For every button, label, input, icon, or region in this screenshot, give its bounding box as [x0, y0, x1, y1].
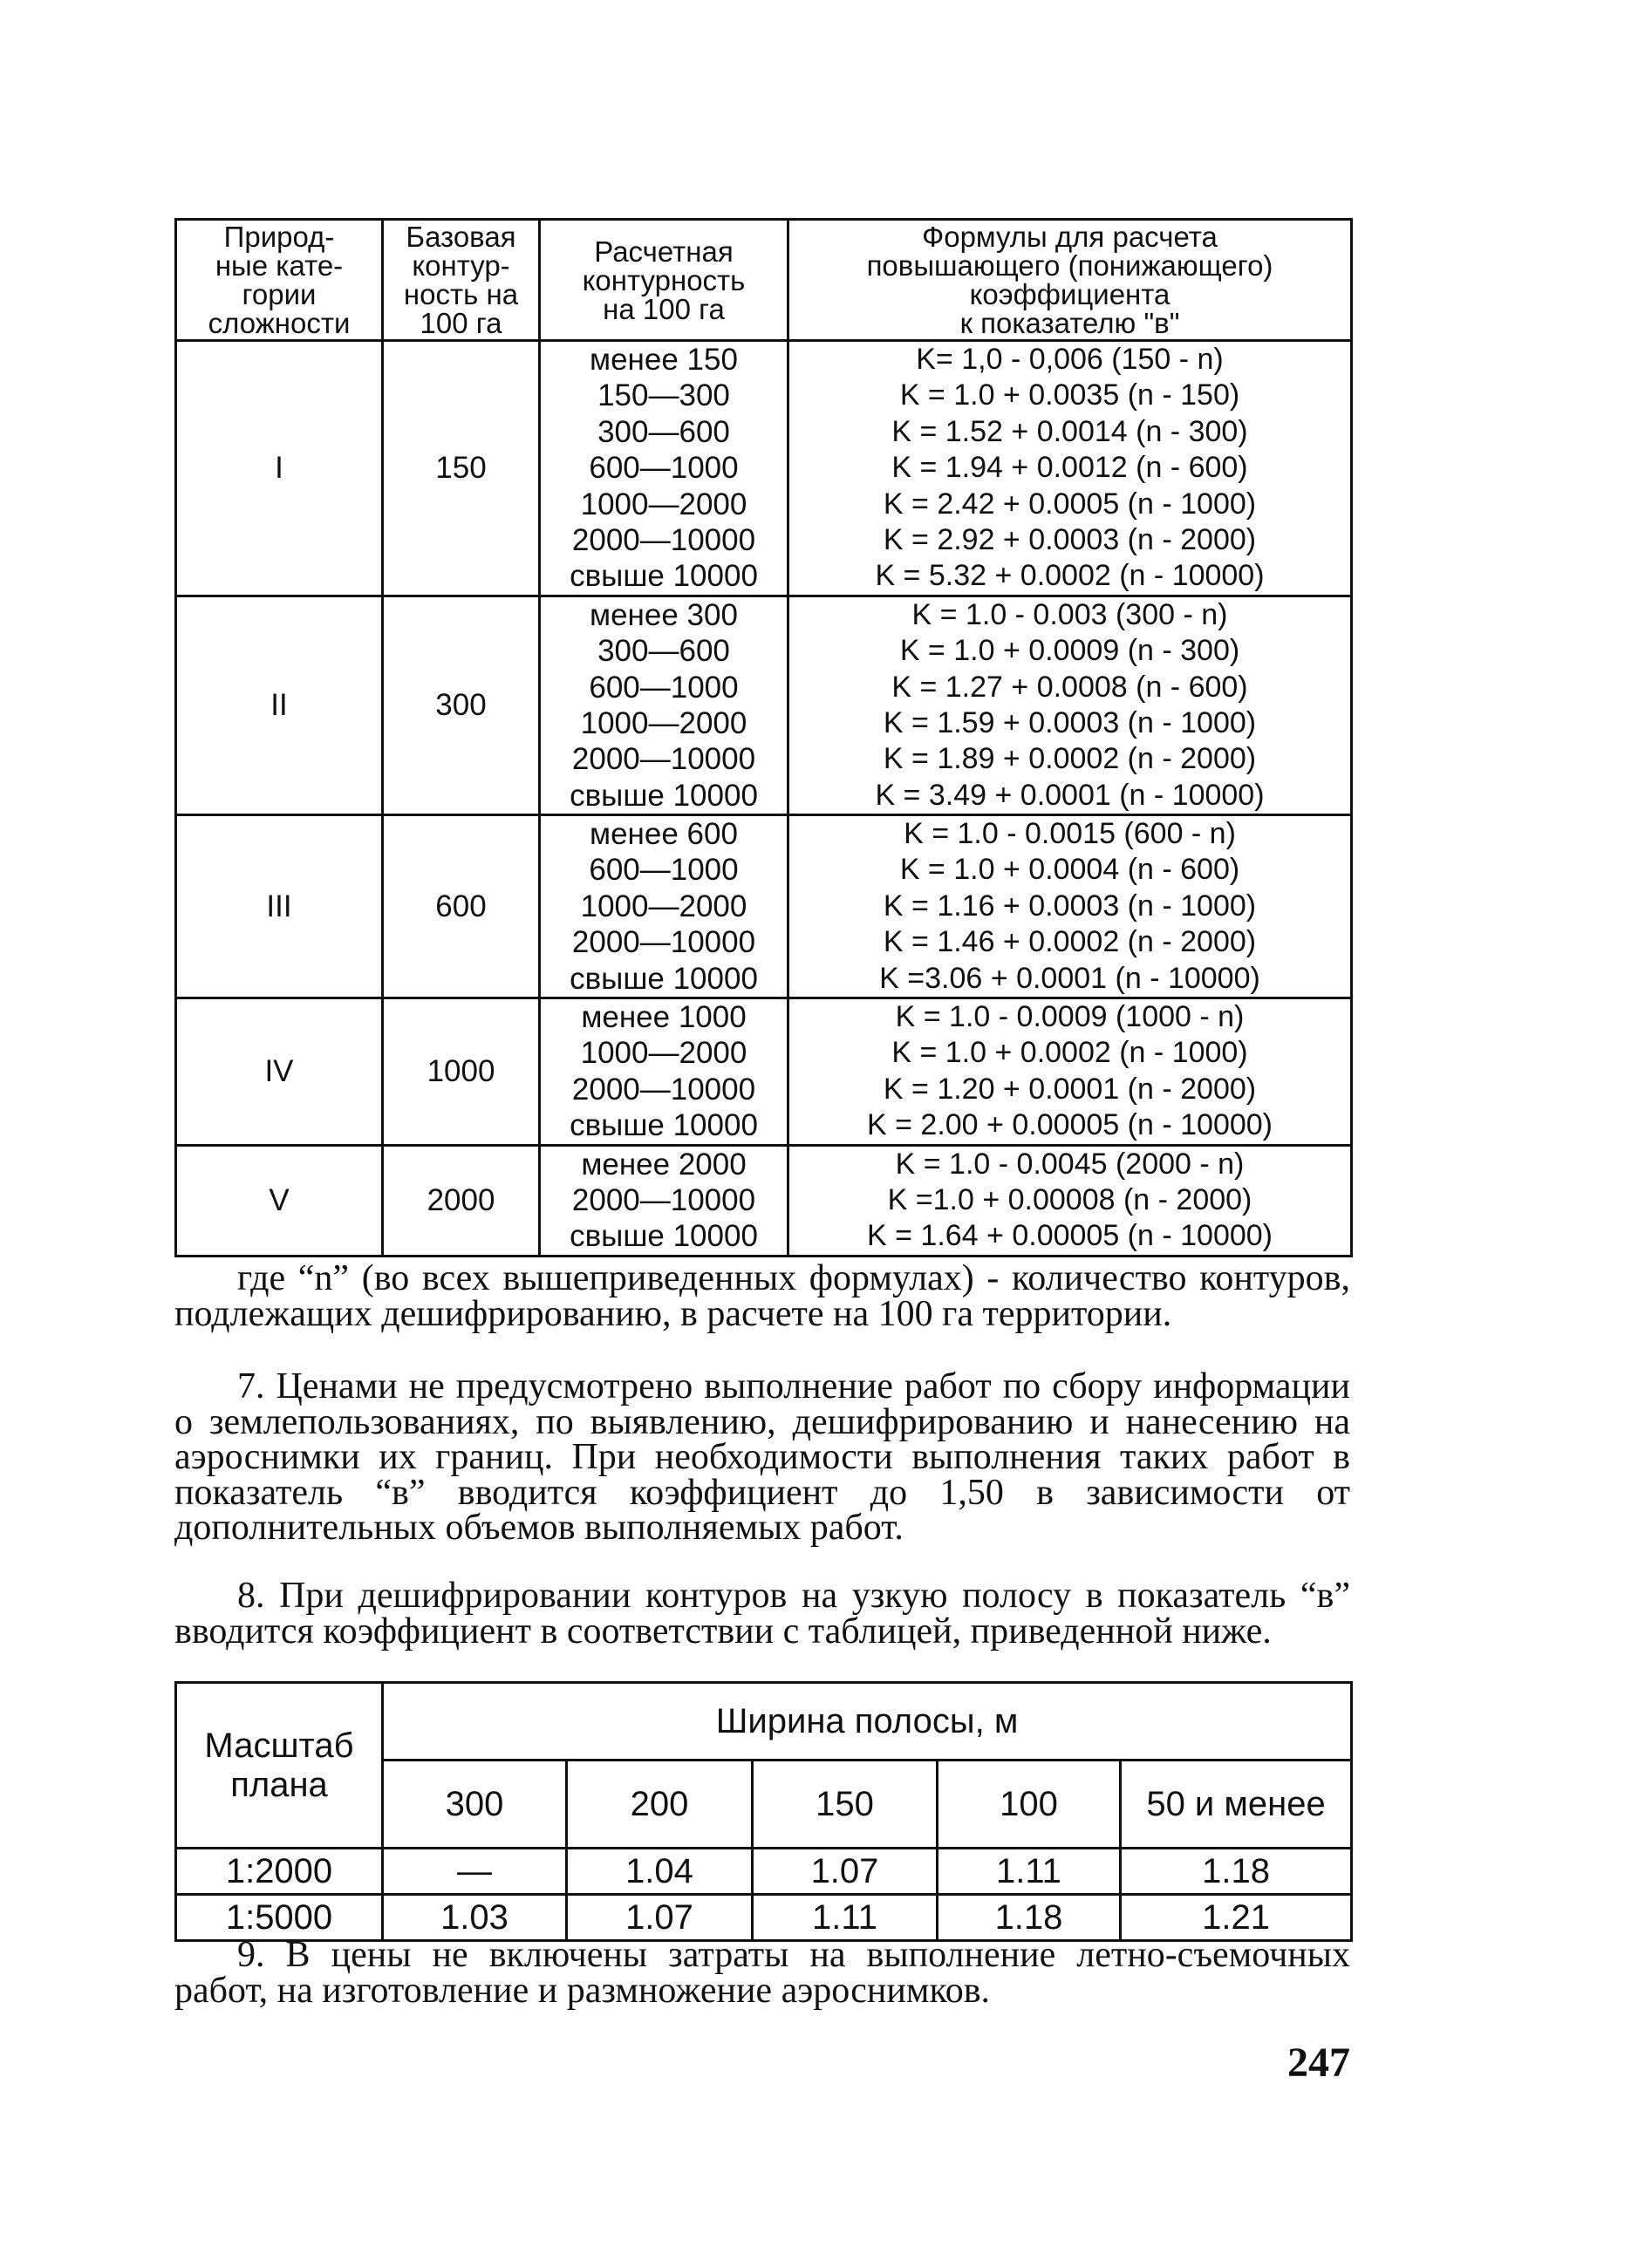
table-row	[176, 998, 1352, 1146]
header-width-300: 300	[383, 1761, 567, 1849]
value-cell: 1.07	[753, 1849, 938, 1895]
range-cell: менее 1000 1000—2000 2000—10000 свыше 10000	[540, 998, 788, 1146]
category-cell: I	[176, 341, 383, 596]
header-formulas: Формулы для расчета повышающего (понижающего) коэффициента к показателю "в"	[788, 220, 1352, 341]
page-number: 247	[1287, 2040, 1350, 2086]
formula-cell: K = 1.0 - 0.0015 (600 - n) K = 1.0 + 0.0004 (n - 600) K = 1.16 + 0.0003 (n - 1000) K = 1.46 + 0.0002 (n - 2000) K =3.06 + 0.0001 (n - 10000)	[788, 815, 1352, 998]
base-contour-cell: 300	[383, 596, 540, 814]
coefficient-formulas-table	[174, 218, 1353, 1257]
header-width-50: 50 и менее	[1121, 1761, 1352, 1849]
category-cell: II	[176, 596, 383, 814]
category-cell: IV	[176, 998, 383, 1146]
formula-cell: K = 1.0 - 0.0009 (1000 - n) K = 1.0 + 0.0002 (n - 1000) K = 1.20 + 0.0001 (n - 2000) K = 2.00 + 0.00005 (n - 10000)	[788, 998, 1352, 1146]
value-cell: 1.03	[383, 1895, 567, 1941]
base-contour-cell: 1000	[383, 998, 540, 1146]
range-cell: менее 150 150—300 300—600 600—1000 1000—2000 2000—10000 свыше 10000	[540, 341, 788, 596]
item-9-text: 9. В цены не включены затраты на выполнение летно-съемочных работ, на изготовление и размножение аэроснимков.	[174, 1935, 1350, 2011]
base-contour-cell: 150	[383, 341, 540, 596]
value-cell: 1.11	[753, 1895, 938, 1941]
category-cell: III	[176, 815, 383, 998]
range-cell: менее 300 300—600 600—1000 1000—2000 2000—10000 свыше 10000	[540, 596, 788, 814]
value-cell: —	[383, 1849, 567, 1895]
table-row	[176, 1145, 1352, 1256]
header-width-200: 200	[567, 1761, 753, 1849]
value-cell: 1.18	[1121, 1849, 1352, 1895]
header-scale: Масштаб плана	[176, 1683, 383, 1849]
formula-cell: K = 1.0 - 0.0045 (2000 - n) K =1.0 + 0.00008 (n - 2000) K = 1.64 + 0.00005 (n - 10000)	[788, 1145, 1352, 1256]
table-row	[176, 1895, 1352, 1941]
value-cell: 1.07	[567, 1895, 753, 1941]
header-base-contour: Базовая контур- ность на 100 га	[383, 220, 540, 341]
formula-cell: K= 1,0 - 0,006 (150 - n) K = 1.0 + 0.0035 (n - 150) K = 1.52 + 0.0014 (n - 300) K = 1.94 + 0.0012 (n - 600) K = 2.42 + 0.0005 (n - 1000) K = 2.92 + 0.0003 (n - 2000) K = 5.32 + 0.0002 (n - 10000)	[788, 341, 1352, 596]
item-7-text: 7. Ценами не предусмотрено выполнение работ по сбору информации о землепользованиях, по выявлению, дешифрированию и нанесению на аэроснимки их границ. При необходимости выполнения таких работ в показатель “в” вводится коэффициент до 1,50 в зависимости от дополнительных объемов выполняемых работ.	[174, 1366, 1350, 1548]
value-cell: 1.21	[1121, 1895, 1352, 1941]
scale-cell: 1:5000	[176, 1895, 383, 1941]
table-row	[176, 815, 1352, 998]
base-contour-cell: 2000	[383, 1145, 540, 1256]
item-8-text: 8. При дешифрировании контуров на узкую полосу в показатель “в” вводится коэффициент в соответствии с таблицей, приведенной ниже.	[174, 1576, 1350, 1652]
value-cell: 1.18	[938, 1895, 1121, 1941]
value-cell: 1.04	[567, 1849, 753, 1895]
base-contour-cell: 600	[383, 815, 540, 998]
table-row	[176, 1849, 1352, 1895]
header-width-150: 150	[753, 1761, 938, 1849]
header-width-100: 100	[938, 1761, 1121, 1849]
item-7-paragraph	[174, 1366, 1350, 1548]
table-row	[176, 341, 1352, 596]
range-cell: менее 2000 2000—10000 свыше 10000	[540, 1145, 788, 1256]
scale-cell: 1:2000	[176, 1849, 383, 1895]
category-cell: V	[176, 1145, 383, 1256]
header-calc-contour: Расчетная контурность на 100 га	[540, 220, 788, 341]
item-8-paragraph	[174, 1576, 1350, 1652]
item-9-paragraph	[174, 1935, 1350, 2011]
note-paragraph	[174, 1258, 1350, 1334]
strip-width-coefficient-table	[174, 1681, 1353, 1942]
formula-cell: K = 1.0 - 0.003 (300 - n) K = 1.0 + 0.0009 (n - 300) K = 1.27 + 0.0008 (n - 600) K = 1.59 + 0.0003 (n - 1000) K = 1.89 + 0.0002 (n - 2000) K = 3.49 + 0.0001 (n - 10000)	[788, 596, 1352, 814]
table-row	[176, 596, 1352, 814]
header-strip-width: Ширина полосы, м	[383, 1683, 1352, 1761]
header-category: Природ- ные кате- гории сложности	[176, 220, 383, 341]
value-cell: 1.11	[938, 1849, 1121, 1895]
note-text: где “n” (во всех вышеприведенных формулах) - количество контуров, подлежащих дешифрированию, в расчете на 100 га территории.	[174, 1258, 1350, 1334]
range-cell: менее 600 600—1000 1000—2000 2000—10000 свыше 10000	[540, 815, 788, 998]
